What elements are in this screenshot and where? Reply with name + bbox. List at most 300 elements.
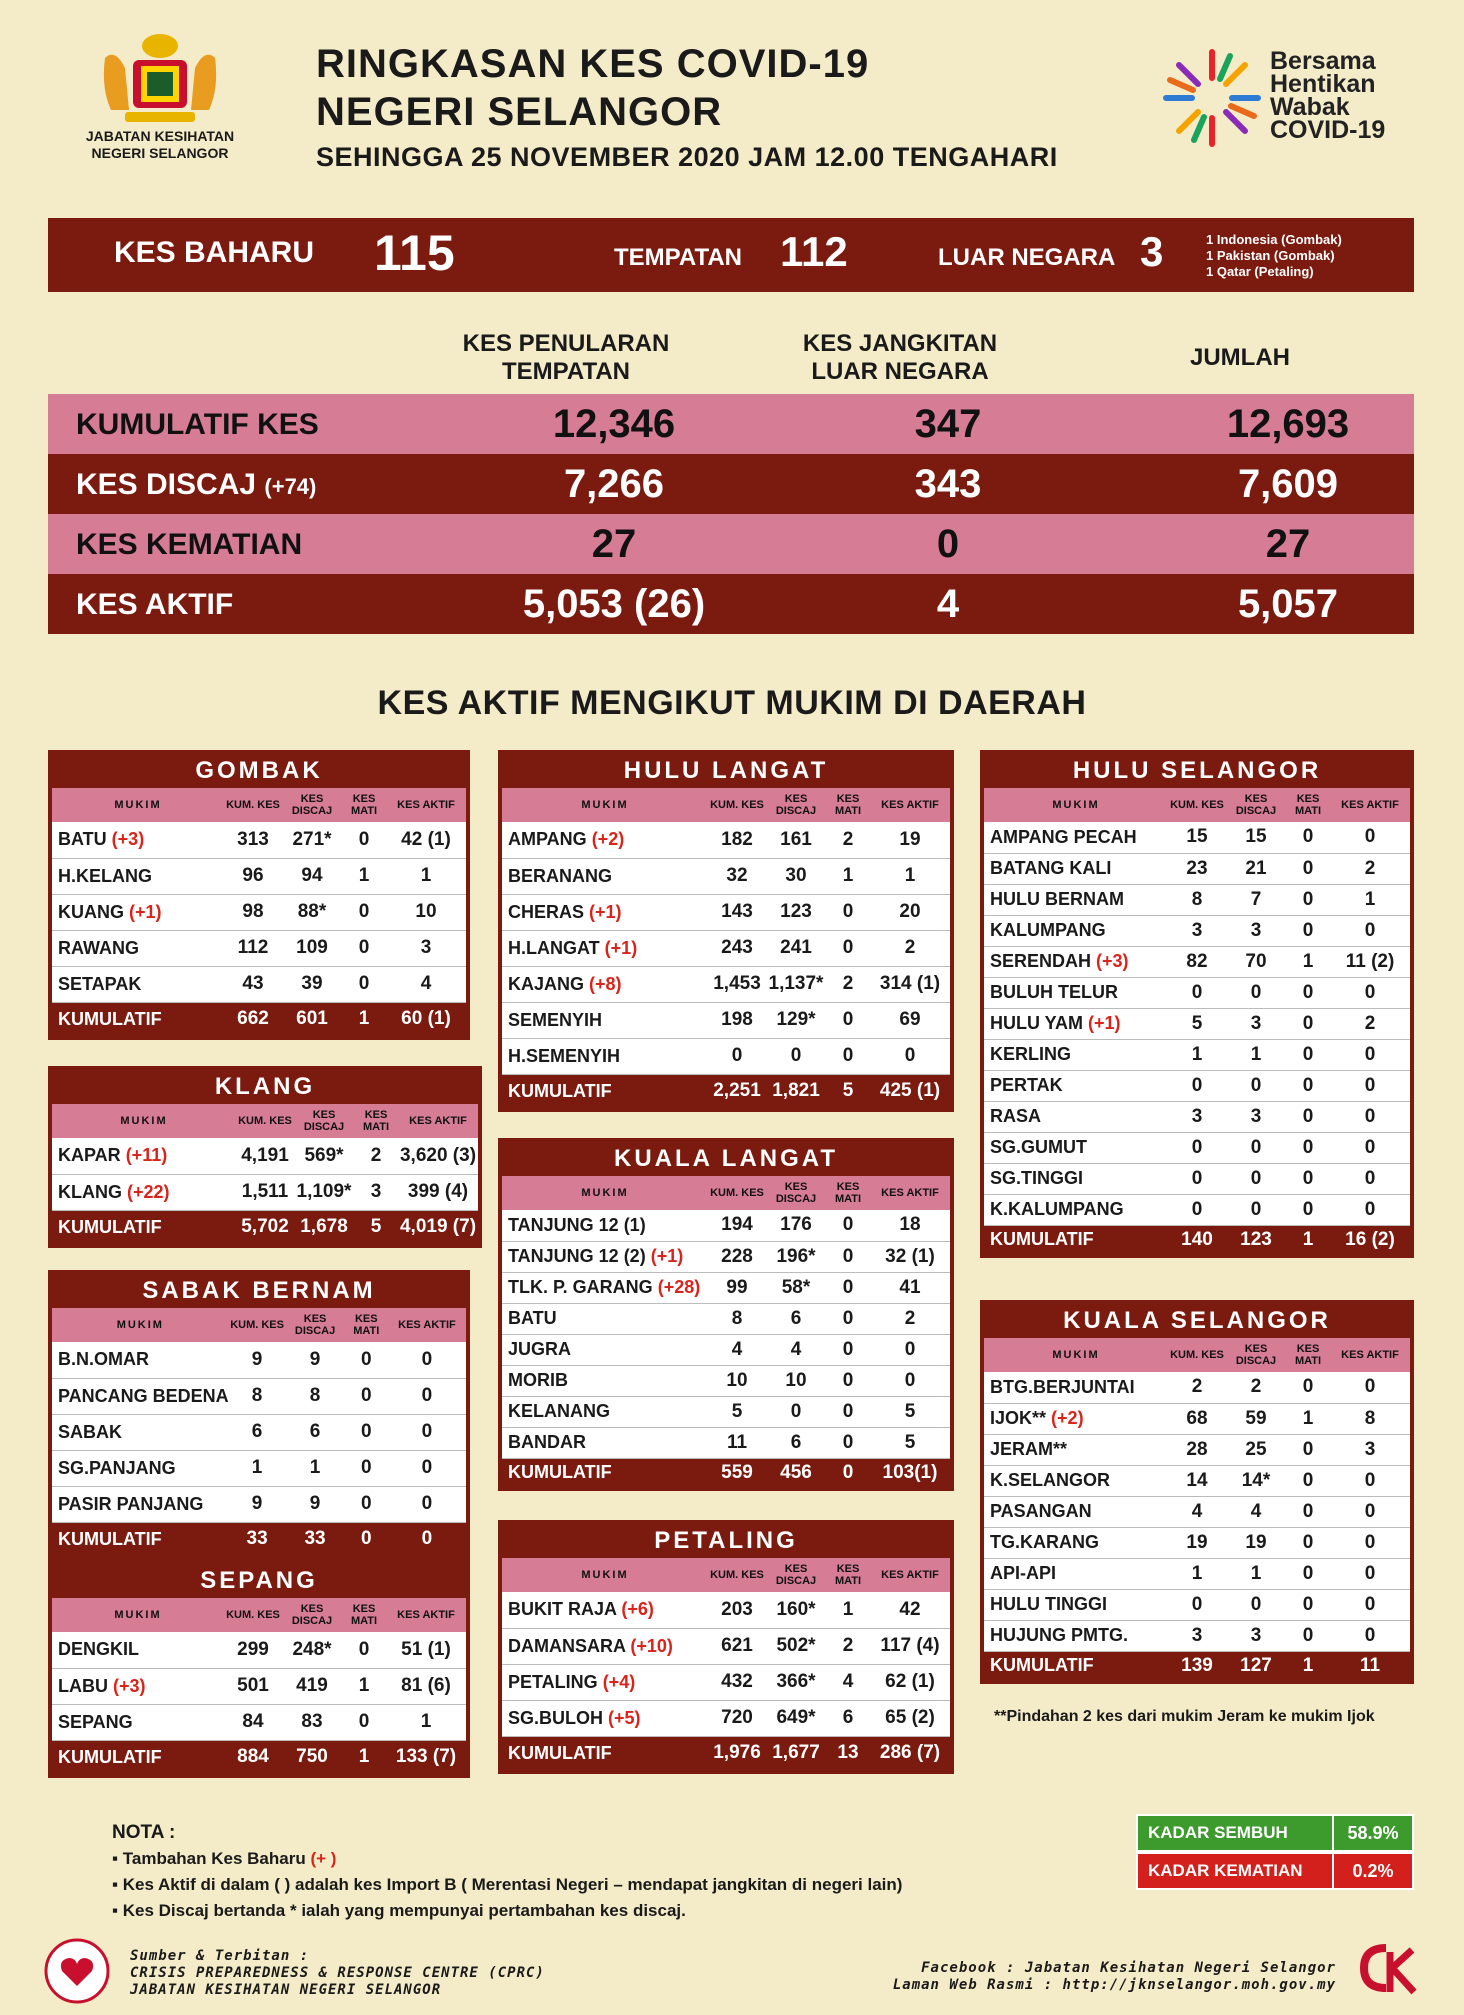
increase-badge: (+1): [129, 901, 162, 922]
kumulatif-label: KUMULATIF: [502, 1736, 708, 1770]
col-kes-discaj: KES DISCAJ: [1226, 1338, 1286, 1372]
kes-discaj-value: 160*: [766, 1592, 826, 1628]
col-kes-aktif: KES AKTIF: [870, 788, 950, 822]
kum-kes-value: 9: [229, 1342, 286, 1378]
rates-box: [1136, 1814, 1414, 1890]
table-row: [984, 1163, 1410, 1194]
kes-aktif-value: 51 (1): [386, 1632, 466, 1668]
kes-mati-value: 0: [1286, 1163, 1330, 1194]
website-text: Laman Web Rasmi : http://jknselangor.moh.gov.my: [892, 1977, 1336, 1993]
table-row: [52, 1486, 466, 1522]
kum-kes-value: 1,511: [236, 1174, 294, 1210]
table-row: [502, 1303, 950, 1334]
kes-mati-value: 0: [826, 1396, 870, 1427]
col-mukim: MUKIM: [52, 788, 224, 822]
kes-aktif-value: 2: [1330, 853, 1410, 884]
kes-mati-value: 0: [826, 1427, 870, 1458]
col-kes-mati: KES MATI: [354, 1104, 398, 1138]
kes-aktif-value: 3,620 (3): [398, 1138, 478, 1174]
kes-mati-value: 0: [1286, 977, 1330, 1008]
district-table-sepang: [48, 1560, 470, 1778]
kes-discaj-value: 0: [1226, 1163, 1286, 1194]
kes-discaj-value: 30: [766, 858, 826, 894]
kes-aktif-value: 65 (2): [870, 1700, 950, 1736]
kes-mati-value: 0: [342, 966, 386, 1002]
mukim-name: H.SEMENYIH: [502, 1038, 708, 1074]
increase-badge: (+5): [608, 1707, 641, 1728]
mukim-name: BULUH TELUR: [984, 977, 1168, 1008]
kes-mati-value: 0: [1286, 1008, 1330, 1039]
col-kes-discaj: KES DISCAJ: [766, 788, 826, 822]
kes-discaj-value: 271*: [282, 822, 342, 858]
kum-kes-value: 3: [1168, 1620, 1226, 1651]
kes-mati-value: 0: [1286, 1372, 1330, 1403]
title-line2: NEGERI SELANGOR: [316, 90, 723, 134]
summary-import-value: 4: [936, 582, 960, 626]
summary-total-value: 27: [1265, 522, 1311, 566]
col-kes-aktif: KES AKTIF: [1330, 1338, 1410, 1372]
kes-mati-value: 0: [1286, 1194, 1330, 1225]
table-header-row: [52, 1308, 466, 1342]
kes-mati-value: 0: [1286, 1496, 1330, 1527]
increase-badge: (+1): [650, 1246, 684, 1266]
mukim-name: SG.PANJANG: [52, 1450, 229, 1486]
table-row: [502, 822, 950, 858]
summary-total-value: 7,609: [1237, 462, 1339, 506]
col-local-header: KES PENULARAN TEMPATAN: [462, 330, 670, 385]
col-kes-mati: KES MATI: [342, 788, 386, 822]
kes-aktif-value: 0: [1330, 1194, 1410, 1225]
kes-aktif-value: 0: [388, 1450, 466, 1486]
kumulatif-label: KUMULATIF: [52, 1002, 224, 1036]
kes-mati-value: 0: [1286, 1589, 1330, 1620]
mukim-name: PERTAK: [984, 1070, 1168, 1101]
table-row: [984, 1527, 1410, 1558]
district-table-gombak: [48, 750, 470, 1040]
kum-kes-value: 3: [1168, 915, 1226, 946]
summary-row: [48, 454, 1414, 514]
mukim-name: BUKIT RAJA (+6): [502, 1592, 708, 1628]
mukim-name: BATU (+3): [52, 822, 224, 858]
table-row: [502, 1210, 950, 1241]
kum-kes-value: 19: [1168, 1527, 1226, 1558]
kes-discaj-value: 6: [766, 1303, 826, 1334]
kes-discaj-value: 4: [1226, 1496, 1286, 1527]
summary-import-value: 347: [914, 402, 982, 446]
kes-mati-value: 4: [826, 1664, 870, 1700]
mukim-name: TANJUNG 12 (2) (+1): [502, 1241, 708, 1272]
mukim-table: [502, 1558, 950, 1770]
campaign-logo: [1160, 46, 1430, 156]
kum-kes-value: 1: [229, 1450, 286, 1486]
kes-aktif-value: 2: [1330, 1008, 1410, 1039]
kes-aktif-value: 5: [870, 1396, 950, 1427]
mukim-name: B.N.OMAR: [52, 1342, 229, 1378]
summary-local-value: 27: [591, 522, 637, 566]
kes-aktif-value: 0: [1330, 822, 1410, 853]
district-table-hulu-langat: [498, 750, 954, 1112]
table-row: [502, 1427, 950, 1458]
kes-discaj-value: 3: [1226, 1101, 1286, 1132]
col-kes-discaj: KES DISCAJ: [1226, 788, 1286, 822]
import-notes: 1 Indonesia (Gombak) 1 Pakistan (Gombak) 1 Qatar (Petaling): [1206, 232, 1342, 279]
kes-aktif-value: 8: [1330, 1403, 1410, 1434]
district-table-kuala-langat: [498, 1138, 954, 1491]
kum-kes-value: 23: [1168, 853, 1226, 884]
col-mukim: MUKIM: [502, 1176, 708, 1210]
kes-aktif-total: 11: [1330, 1651, 1410, 1680]
increase-badge: (+2): [591, 829, 625, 850]
death-rate-label: KADAR KEMATIAN: [1148, 1861, 1303, 1880]
district-name: GOMBAK: [195, 757, 323, 784]
kum-kes-total: 5,702: [236, 1210, 294, 1244]
kum-kes-value: 4,191: [236, 1138, 294, 1174]
table-row: [984, 1620, 1410, 1651]
kum-kes-value: 0: [708, 1038, 766, 1074]
kes-mati-value: 0: [826, 1241, 870, 1272]
mukim-name: DAMANSARA (+10): [502, 1628, 708, 1664]
kes-mati-value: 1: [826, 1592, 870, 1628]
campaign-text: Bersama Hentikan Wabak COVID-19: [1270, 47, 1386, 144]
mukim-name: KERLING: [984, 1039, 1168, 1070]
kumulatif-row: [502, 1458, 950, 1487]
kum-kes-value: 2: [1168, 1372, 1226, 1403]
kes-discaj-value: 59: [1226, 1403, 1286, 1434]
kes-discaj-value: 3: [1226, 915, 1286, 946]
kum-kes-value: 3: [1168, 1101, 1226, 1132]
coat-of-arms-icon: [85, 28, 235, 128]
summary-total-value: 5,057: [1237, 582, 1339, 626]
table-row: [52, 1138, 478, 1174]
kum-kes-value: 4: [708, 1334, 766, 1365]
summary-row: [48, 514, 1414, 574]
col-kes-discaj: KES DISCAJ: [766, 1558, 826, 1592]
mukim-name: LABU (+3): [52, 1668, 224, 1704]
col-kes-mati: KES MATI: [345, 1308, 388, 1342]
col-kes-aktif: KES AKTIF: [870, 1176, 950, 1210]
kum-kes-value: 6: [229, 1414, 286, 1450]
mukim-table: [52, 788, 466, 1036]
kum-kes-value: 8: [708, 1303, 766, 1334]
kum-kes-value: 299: [224, 1632, 282, 1668]
kum-kes-value: 621: [708, 1628, 766, 1664]
table-row: [52, 1414, 466, 1450]
table-row: [984, 1372, 1410, 1403]
increase-badge: (+11): [125, 1145, 168, 1166]
table-row: [984, 1589, 1410, 1620]
summary-total-value: 12,693: [1226, 402, 1350, 446]
mukim-name: BTG.BERJUNTAI: [984, 1372, 1168, 1403]
increase-badge: (+1): [604, 937, 638, 958]
table-row: [52, 930, 466, 966]
mukim-name: K.KALUMPANG: [984, 1194, 1168, 1225]
kes-aktif-value: 2: [870, 1303, 950, 1334]
table-row: [984, 1070, 1410, 1101]
kes-aktif-value: 20: [870, 894, 950, 930]
increase-badge: (+3): [1096, 951, 1129, 971]
notes-section: [112, 1820, 1112, 1924]
kes-discaj-value: 8: [285, 1378, 344, 1414]
kumulatif-label: KUMULATIF: [52, 1210, 236, 1244]
mukim-name: PANCANG BEDENA: [52, 1378, 229, 1414]
table-row: [502, 966, 950, 1002]
death-rate: [1136, 1852, 1414, 1890]
kes-discaj-value: 83: [282, 1704, 342, 1740]
kes-aktif-total: 16 (2): [1330, 1225, 1410, 1254]
kes-discaj-value: 241: [766, 930, 826, 966]
kes-mati-value: 2: [826, 1628, 870, 1664]
kum-kes-value: 5: [708, 1396, 766, 1427]
facebook-text: Facebook : Jabatan Kesihatan Negeri Selangor: [921, 1960, 1336, 1976]
increase-badge: (+3): [113, 1675, 146, 1696]
kes-mati-value: 1: [826, 858, 870, 894]
district-name: HULU LANGAT: [623, 757, 829, 784]
mukim-name: SEMENYIH: [502, 1002, 708, 1038]
kes-discaj-value: 248*: [282, 1632, 342, 1668]
kum-kes-value: 11: [708, 1427, 766, 1458]
kes-discaj-value: 0: [1226, 1194, 1286, 1225]
kum-kes-total: 2,251: [708, 1074, 766, 1108]
kes-discaj-value: 94: [282, 858, 342, 894]
kes-discaj-value: 39: [282, 966, 342, 1002]
kum-kes-value: 8: [229, 1378, 286, 1414]
mukim-name: API-API: [984, 1558, 1168, 1589]
kes-aktif-value: 10: [386, 894, 466, 930]
new-cases-value: 115: [374, 225, 455, 281]
recovery-rate-label: KADAR SEMBUH: [1148, 1823, 1288, 1842]
kes-mati-value: 0: [342, 822, 386, 858]
kumulatif-row: [984, 1651, 1410, 1680]
col-kes-aktif: KES AKTIF: [1330, 788, 1410, 822]
kes-aktif-value: 0: [1330, 1589, 1410, 1620]
kes-discaj-value: 3: [1226, 1620, 1286, 1651]
summary-import-value: 0: [936, 522, 960, 566]
ministry-crest: [60, 28, 260, 178]
kes-aktif-value: 314 (1): [870, 966, 950, 1002]
kum-kes-value: 0: [1168, 1589, 1226, 1620]
increase-badge: (+3): [111, 829, 145, 850]
col-mukim: MUKIM: [984, 788, 1168, 822]
kes-aktif-value: 0: [1330, 1101, 1410, 1132]
kes-aktif-value: 0: [1330, 1558, 1410, 1589]
summary-local-value: 12,346: [552, 402, 676, 446]
kes-discaj-value: 3: [1226, 1008, 1286, 1039]
kes-aktif-total: 286 (7): [870, 1736, 950, 1770]
kum-kes-value: 0: [1168, 1070, 1226, 1101]
kum-kes-total: 559: [708, 1458, 766, 1487]
summary-row: [48, 394, 1414, 454]
kum-kes-value: 4: [1168, 1496, 1226, 1527]
kes-mati-value: 0: [1286, 853, 1330, 884]
district-name: HULU SELANGOR: [1072, 757, 1322, 784]
col-kes-mati: KES MATI: [1286, 788, 1330, 822]
kum-kes-value: 182: [708, 822, 766, 858]
kes-aktif-value: 0: [870, 1334, 950, 1365]
org-name-line1: JABATAN KESIHATAN: [85, 128, 235, 144]
kes-mati-total: 5: [354, 1210, 398, 1244]
kes-discaj-value: 1,109*: [294, 1174, 354, 1210]
col-kes-mati: KES MATI: [826, 1558, 870, 1592]
col-kes-discaj: KES DISCAJ: [766, 1176, 826, 1210]
starburst-icon: [1160, 46, 1264, 150]
table-header-row: [52, 788, 466, 822]
kes-mati-total: 1: [342, 1740, 386, 1774]
org-name-line2: NEGERI SELANGOR: [91, 145, 229, 161]
district-table-hulu-selangor: [980, 750, 1414, 1258]
col-kes-discaj: KES DISCAJ: [282, 788, 342, 822]
kes-discaj-value: 176: [766, 1210, 826, 1241]
kes-discaj-value: 9: [285, 1342, 344, 1378]
kes-aktif-value: 69: [870, 1002, 950, 1038]
kes-mati-value: 0: [342, 894, 386, 930]
kumulatif-label: KUMULATIF: [984, 1225, 1168, 1254]
kes-discaj-value: 0: [766, 1038, 826, 1074]
kum-kes-value: 99: [708, 1272, 766, 1303]
note-item: ▪ Kes Discaj bertanda * ialah yang mempunyai pertambahan kes discaj.: [112, 1898, 1112, 1924]
increase-badge: (+1): [589, 901, 622, 922]
table-row: [52, 1450, 466, 1486]
col-kum-kes: KUM. KES: [224, 788, 282, 822]
kes-aktif-value: 1: [386, 1704, 466, 1740]
kes-discaj-value: 14*: [1226, 1465, 1286, 1496]
kes-aktif-value: 41: [870, 1272, 950, 1303]
col-kes-aktif: KES AKTIF: [388, 1308, 466, 1342]
district-name: SEPANG: [200, 1567, 318, 1594]
mukim-name: KLANG (+22): [52, 1174, 236, 1210]
kes-mati-value: 0: [826, 894, 870, 930]
kum-kes-value: 9: [229, 1486, 286, 1522]
mukim-name: JUGRA: [502, 1334, 708, 1365]
kes-aktif-value: 0: [870, 1038, 950, 1074]
contact-info: [800, 1960, 1336, 1994]
local-value: 112: [780, 228, 848, 275]
kes-mati-value: 0: [342, 1632, 386, 1668]
mukim-name: AMPANG PECAH: [984, 822, 1168, 853]
kes-discaj-value: 419: [282, 1668, 342, 1704]
summary-row-label: KES DISCAJ (+74): [76, 468, 317, 501]
kes-mati-value: 0: [1286, 1434, 1330, 1465]
summary-import-value: 343: [914, 462, 982, 506]
kes-aktif-value: 1: [386, 858, 466, 894]
col-kes-discaj: KES DISCAJ: [285, 1308, 344, 1342]
kum-kes-value: 14: [1168, 1465, 1226, 1496]
col-mukim: MUKIM: [52, 1308, 229, 1342]
kes-mati-value: 1: [342, 858, 386, 894]
kes-discaj-value: 25: [1226, 1434, 1286, 1465]
col-kum-kes: KUM. KES: [708, 1176, 766, 1210]
kumulatif-row: [984, 1225, 1410, 1254]
col-mukim: MUKIM: [984, 1338, 1168, 1372]
district-table-kuala-selangor: [980, 1300, 1414, 1684]
kes-discaj-value: 6: [285, 1414, 344, 1450]
kes-mati-total: 0: [826, 1458, 870, 1487]
col-kes-mati: KES MATI: [342, 1598, 386, 1632]
kes-aktif-value: 0: [1330, 915, 1410, 946]
kes-aktif-value: 19: [870, 822, 950, 858]
kes-mati-total: 1: [342, 1002, 386, 1036]
kes-aktif-value: 42 (1): [386, 822, 466, 858]
mukim-name: HULU YAM (+1): [984, 1008, 1168, 1039]
table-row: [502, 1272, 950, 1303]
kes-aktif-total: 0: [388, 1522, 466, 1556]
col-mukim: MUKIM: [52, 1598, 224, 1632]
table-row: [502, 858, 950, 894]
table-row: [502, 1334, 950, 1365]
kum-kes-value: 501: [224, 1668, 282, 1704]
kum-kes-value: 82: [1168, 946, 1226, 977]
district-name: PETALING: [654, 1527, 798, 1554]
kes-discaj-value: 502*: [766, 1628, 826, 1664]
mukim-table: [984, 788, 1410, 1254]
table-row: [984, 977, 1410, 1008]
table-row: [984, 1558, 1410, 1589]
col-kes-discaj: KES DISCAJ: [294, 1104, 354, 1138]
summary-row-label: KES AKTIF: [76, 588, 234, 621]
kes-aktif-total: 103(1): [870, 1458, 950, 1487]
kes-discaj-value: 6: [766, 1427, 826, 1458]
kum-kes-total: 1,976: [708, 1736, 766, 1770]
kes-mati-value: 3: [354, 1174, 398, 1210]
kes-mati-value: 2: [826, 966, 870, 1002]
kum-kes-value: 432: [708, 1664, 766, 1700]
note-item: ▪ Tambahan Kes Baharu (+ ): [112, 1846, 1112, 1872]
increase-badge: (+22): [127, 1181, 170, 1202]
table-row: [984, 1039, 1410, 1070]
mukim-name: JERAM**: [984, 1434, 1168, 1465]
kes-aktif-value: 399 (4): [398, 1174, 478, 1210]
kes-discaj-value: 9: [285, 1486, 344, 1522]
mukim-name: PASANGAN: [984, 1496, 1168, 1527]
mukim-name: SETAPAK: [52, 966, 224, 1002]
kum-kes-value: 1,453: [708, 966, 766, 1002]
title-line1: RINGKASAN KES COVID-19: [316, 42, 870, 86]
kum-kes-value: 143: [708, 894, 766, 930]
kes-discaj-value: 129*: [766, 1002, 826, 1038]
notes-title: NOTA :: [112, 1822, 176, 1843]
kum-kes-value: 43: [224, 966, 282, 1002]
table-row: [52, 1174, 478, 1210]
mukim-name: SG.TINGGI: [984, 1163, 1168, 1194]
kum-kes-total: 33: [229, 1522, 286, 1556]
mukim-name: HULU TINGGI: [984, 1589, 1168, 1620]
district-name: SABAK BERNAM: [142, 1277, 376, 1304]
kum-kes-value: 720: [708, 1700, 766, 1736]
col-total-header: JUMLAH: [1190, 344, 1290, 371]
kes-aktif-value: 0: [1330, 1070, 1410, 1101]
kes-aktif-value: 11 (2): [1330, 946, 1410, 977]
table-row: [984, 915, 1410, 946]
col-kes-aktif: KES AKTIF: [386, 788, 466, 822]
mukim-name: KUANG (+1): [52, 894, 224, 930]
kes-aktif-value: 0: [388, 1486, 466, 1522]
kes-mati-total: 1: [1286, 1651, 1330, 1680]
kum-kes-value: 0: [1168, 1132, 1226, 1163]
kes-aktif-value: 117 (4): [870, 1628, 950, 1664]
table-row: [502, 1241, 950, 1272]
mukim-name: SG.GUMUT: [984, 1132, 1168, 1163]
kes-aktif-value: 81 (6): [386, 1668, 466, 1704]
mukim-table: [502, 788, 950, 1108]
kes-mati-value: 0: [826, 1038, 870, 1074]
kes-mati-value: 0: [345, 1486, 388, 1522]
kes-mati-value: 1: [342, 1668, 386, 1704]
district-table-klang: [48, 1066, 482, 1248]
mukim-name: PETALING (+4): [502, 1664, 708, 1700]
kes-aktif-value: 0: [388, 1414, 466, 1450]
mukim-name: KAJANG (+8): [502, 966, 708, 1002]
mukim-name: AMPANG (+2): [502, 822, 708, 858]
col-kes-aktif: KES AKTIF: [398, 1104, 478, 1138]
